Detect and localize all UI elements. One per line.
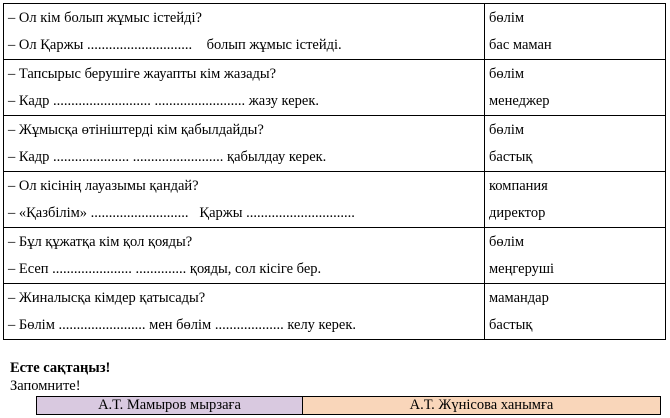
answer-cell [485, 60, 666, 116]
fill-sentence: – Кадр ..................... ......................... қабылдау керек. [8, 149, 327, 165]
answer-cell [485, 284, 666, 340]
exercise-table [3, 3, 666, 340]
question-text: – Ол кім болып жұмыс істейді? [8, 10, 202, 26]
answer-cell [485, 116, 666, 172]
table-row [4, 172, 666, 228]
hint-word: мамандар [489, 290, 549, 306]
question-text: – Жиналысқа кімдер қатысады? [8, 290, 206, 306]
answer-word: бас маман [489, 37, 552, 53]
question-text: – Бұл құжатқа кім қол қояды? [8, 234, 193, 250]
name-cell-mr: А.Т. Мамыров мырзаға [37, 397, 303, 414]
remember-heading: Есте сақтаңыз! [10, 360, 111, 376]
question-cell [4, 116, 485, 172]
answer-cell [485, 4, 666, 60]
answer-word: бастық [489, 317, 533, 333]
hint-word: бөлім [489, 122, 525, 138]
answer-cell [485, 228, 666, 284]
table-row [4, 228, 666, 284]
fill-sentence: – Есеп ...................... .............. қояды, сол кісіге бер. [8, 261, 322, 277]
fill-sentence: – Бөлім ........................ мен бөлім ................... келу керек. [8, 317, 357, 333]
hint-word: бөлім [489, 234, 525, 250]
table-row [4, 60, 666, 116]
question-cell [4, 228, 485, 284]
hint-word: бөлім [489, 66, 525, 82]
question-cell [4, 172, 485, 228]
table-row [4, 116, 666, 172]
question-cell [4, 60, 485, 116]
question-cell [4, 284, 485, 340]
names-table [36, 396, 661, 415]
question-text: – Тапсырыс берушіге жауапты кім жазады? [8, 66, 277, 82]
hint-word: компания [489, 178, 548, 194]
fill-sentence: – Ол Қаржы ............................. болып жұмыс істейді. [8, 37, 342, 53]
question-text: – Ол кісінің лауазымы қандай? [8, 178, 199, 194]
question-text: – Жұмысқа өтініштерді кім қабылдайды? [8, 122, 264, 138]
answer-word: бастық [489, 149, 533, 165]
answer-cell [485, 172, 666, 228]
table-row [4, 284, 666, 340]
table-row [4, 4, 666, 60]
fill-sentence: – «Қазбілім» ........................... Қаржы .............................. [8, 205, 355, 221]
answer-word: директор [489, 205, 546, 221]
name-cell-mrs: А.Т. Жүнісова ханымға [303, 397, 660, 414]
question-cell [4, 4, 485, 60]
answer-word: менеджер [489, 93, 550, 109]
hint-word: бөлім [489, 10, 525, 26]
fill-sentence: – Кадр ........................... ......................... жазу керек. [8, 93, 320, 109]
remember-subheading: Запомните! [10, 378, 81, 394]
answer-word: меңгеруші [489, 261, 555, 277]
